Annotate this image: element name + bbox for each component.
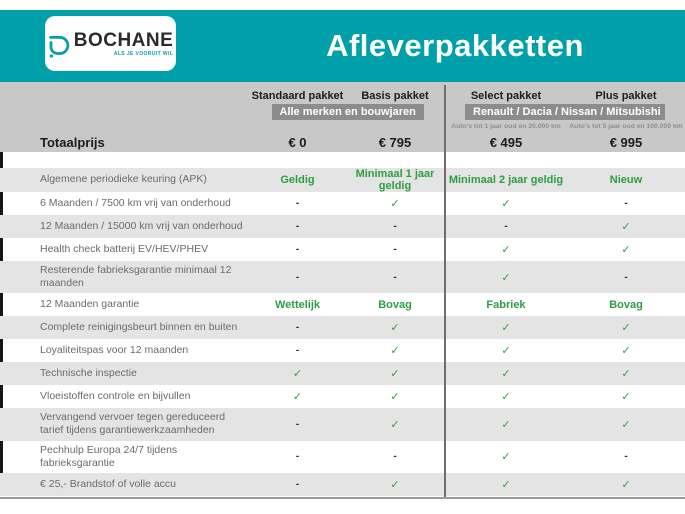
- dash-icon: -: [393, 451, 397, 463]
- value-text: Bovag: [378, 298, 412, 311]
- feature-rows: [0, 152, 685, 496]
- check-icon: ✓: [501, 418, 511, 431]
- check-icon: ✓: [390, 322, 400, 335]
- row-label: 12 Maanden garantie: [40, 298, 140, 311]
- check-icon: ✓: [390, 368, 400, 381]
- page-title: Afleverpakketten: [326, 28, 584, 63]
- column-header-standaard: Standaard pakket: [251, 90, 344, 102]
- dash-icon: -: [504, 221, 508, 232]
- row-label: Resterende fabrieksgarantie minimaal 12 maanden: [40, 264, 232, 290]
- table-row: [0, 316, 685, 339]
- dash-icon: -: [295, 198, 300, 209]
- dash-icon: -: [295, 418, 300, 430]
- table-row: [0, 261, 685, 293]
- table-row: [0, 168, 685, 192]
- row-label: 6 Maanden / 7500 km vrij van onderhoud: [40, 196, 231, 209]
- check-icon: ✓: [621, 418, 631, 431]
- column-group-divider: [444, 85, 446, 497]
- brands-badge-renault-group: Renault / Dacia / Nissan / Mitsubishi: [465, 104, 665, 120]
- dash-icon: -: [393, 221, 397, 232]
- check-icon: ✓: [621, 221, 631, 233]
- bottom-divider: [0, 497, 685, 499]
- dash-icon: -: [624, 271, 628, 283]
- table-row: [0, 473, 685, 496]
- total-price-label: Totaalprijs: [40, 134, 105, 150]
- table-row: [0, 215, 685, 238]
- price-standaard: € 0: [288, 134, 307, 150]
- check-icon: ✓: [390, 418, 400, 431]
- check-icon: ✓: [621, 368, 631, 381]
- value-text: Bovag: [609, 298, 643, 311]
- check-icon: ✓: [501, 198, 511, 210]
- check-icon: ✓: [621, 478, 631, 491]
- value-text: Geldig: [280, 174, 315, 186]
- table-row: [0, 192, 685, 215]
- row-label: € 25,- Brandstof of volle accu: [40, 477, 176, 490]
- check-icon: ✓: [390, 345, 400, 358]
- dash-icon: -: [624, 451, 628, 463]
- table-row: [0, 238, 685, 261]
- check-icon: ✓: [292, 391, 303, 404]
- check-icon: ✓: [621, 322, 631, 335]
- row-label: Algemene periodieke keuring (APK): [40, 173, 207, 186]
- value-text: Wettelijk: [274, 298, 321, 311]
- price-basis: € 795: [378, 134, 412, 150]
- value-text: Nieuw: [609, 174, 643, 186]
- check-icon: ✓: [501, 322, 511, 335]
- row-label: Vloeistoffen controle en bijvullen: [40, 390, 191, 403]
- dash-icon: -: [295, 271, 300, 283]
- table-row: [0, 385, 685, 408]
- row-label: Loyaliteitspas voor 12 maanden: [40, 344, 189, 357]
- row-label: Health check batterij EV/HEV/PHEV: [40, 242, 209, 255]
- check-icon: ✓: [501, 271, 511, 284]
- logo-name: BOCHANE: [73, 29, 174, 51]
- check-icon: ✓: [501, 451, 511, 464]
- logo-text: [74, 31, 174, 57]
- price-plus: € 995: [609, 134, 643, 150]
- table-row: [0, 408, 685, 440]
- dash-icon: -: [295, 322, 300, 334]
- value-text: Fabriek: [486, 298, 526, 311]
- table-row: [0, 441, 685, 473]
- dash-icon: -: [295, 478, 300, 490]
- dash-icon: -: [393, 271, 397, 283]
- row-label: 12 Maanden / 15000 km vrij van onderhoud: [40, 219, 243, 232]
- check-icon: ✓: [621, 345, 631, 358]
- check-icon: ✓: [501, 391, 511, 404]
- rows-top-spacer: [0, 152, 685, 168]
- check-icon: ✓: [501, 368, 511, 381]
- select-caption: Auto's tot 1 jaar oud en 20.000 km: [451, 123, 561, 130]
- check-icon: ✓: [292, 368, 303, 381]
- table-header: [0, 82, 685, 152]
- check-icon: ✓: [390, 198, 400, 210]
- check-icon: ✓: [501, 345, 511, 358]
- table-row: [0, 362, 685, 385]
- column-header-select: Select pakket: [470, 90, 542, 102]
- check-icon: ✓: [501, 478, 511, 491]
- dash-icon: -: [393, 244, 397, 255]
- check-icon: ✓: [501, 244, 511, 256]
- check-icon: ✓: [621, 391, 631, 404]
- check-icon: ✓: [390, 391, 400, 404]
- dash-icon: -: [295, 244, 300, 255]
- logo-tagline: ALS JE VOORUIT WIL: [113, 50, 174, 57]
- row-label: Pechhulp Europa 24/7 tijdens fabrieksgarantie: [40, 443, 178, 469]
- row-label: Complete reinigingsbeurt binnen en buiten: [40, 321, 238, 334]
- table-row: [0, 293, 685, 316]
- table-row: [0, 339, 685, 362]
- dash-icon: -: [295, 345, 300, 357]
- bochane-logo-icon: [48, 32, 70, 58]
- row-label: Vervangend vervoer tegen gereduceerd tarief tijdens garantiewerkzaamheden: [40, 411, 226, 437]
- column-header-basis: Basis pakket: [361, 90, 429, 102]
- row-label: Technische inspectie: [40, 367, 137, 380]
- check-icon: ✓: [390, 478, 400, 491]
- column-header-plus: Plus pakket: [595, 90, 657, 102]
- value-text: Minimaal 2 jaar geldig: [448, 174, 564, 186]
- dash-icon: -: [624, 198, 628, 209]
- dash-icon: -: [295, 451, 300, 463]
- brands-badge-all: Alle merken en bouwjaren: [272, 104, 424, 120]
- bochane-logo: [45, 16, 176, 71]
- value-text: Minimaal 1 jaar geldig: [355, 168, 435, 192]
- price-select: € 495: [489, 134, 523, 150]
- plus-caption: Auto's tot 5 jaar oud en 100.000 km: [569, 123, 683, 130]
- header-bar: [0, 10, 685, 82]
- dash-icon: -: [295, 221, 300, 232]
- check-icon: ✓: [621, 244, 631, 256]
